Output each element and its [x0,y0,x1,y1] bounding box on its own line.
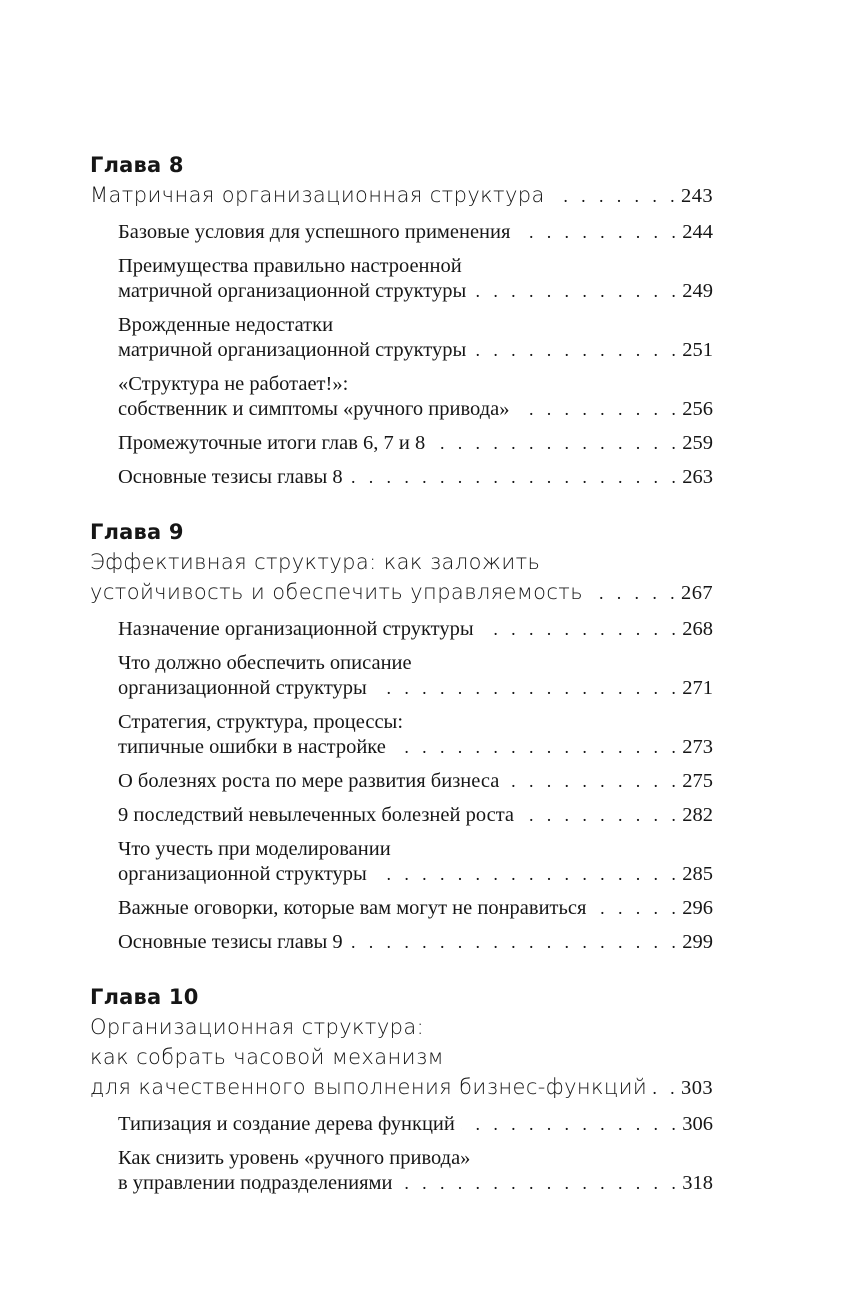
toc-entry [90,465,713,490]
entry-last-line [118,431,713,456]
entry-last-line [118,735,713,760]
chapter-label: Глава 9 [90,520,184,544]
chapter-title [90,1012,713,1103]
dot-leader [480,617,681,642]
entry-text-line: Эффективная структура: как заложить [90,550,541,574]
toc-entry [90,896,713,921]
toc-entry [90,769,713,794]
chapter-section [90,150,713,490]
entry-text-line: устойчивость и обеспечить управляемость [90,580,584,604]
dot-leader [349,465,681,490]
entry-last-line [118,279,713,304]
entry-text-line: как собрать часовой механизм [90,1045,444,1069]
dot-leader [515,397,680,422]
toc-entry [90,431,713,456]
page-number: 299 [682,931,713,953]
page-number: 303 [681,1077,713,1099]
entry-text-line: Стратегия, структура, процессы: [118,711,404,733]
page-number: 273 [682,736,713,758]
toc-entry [90,220,713,245]
dot-leader [505,769,680,794]
dot-leader [373,676,680,701]
entry-last-line [118,1112,713,1137]
chapter-title [90,547,713,608]
page-number: 251 [682,339,713,361]
entry-last-line [90,577,713,608]
table-of-contents [90,150,713,1223]
dot-leader [516,220,680,245]
page-number: 249 [682,280,713,302]
entry-text-line: Промежуточные итоги глав 6, 7 и 8 [118,432,426,454]
entry-text-line: Преимущества правильно настроенной [118,255,462,277]
dot-leader [472,338,680,363]
entry-text-line: типичные ошибки в настройке [118,736,386,758]
page-number: 244 [682,221,713,243]
dot-leader [589,578,679,608]
entry-text-line: Как снизить уровень «ручного привода» [118,1147,471,1169]
entry-last-line [118,676,713,701]
toc-entry [90,1146,713,1196]
entry-text-line: собственник и симптомы «ручного привода» [118,398,510,420]
toc-entry [90,710,713,760]
toc-entry [90,313,713,363]
entry-text-line: Матричная организационная структура [90,183,545,207]
page-number: 271 [682,677,713,699]
entry-last-line [90,180,713,211]
chapter-title [90,180,713,211]
entry-text-line: О болезнях роста по мере развития бизнеса [118,770,500,792]
dot-leader [653,1073,679,1103]
entry-text-line: организационной структуры [118,863,367,885]
entry-text-line: 9 последствий невылеченных болезней роста [118,804,515,826]
entry-last-line [118,769,713,794]
dot-leader [349,930,681,955]
dot-leader [373,862,680,887]
dot-leader [398,1171,680,1196]
dot-leader [592,896,680,921]
entry-text-line: Что должно обеспечить описание [118,652,412,674]
entry-text-line: организационной структуры [118,677,367,699]
dot-leader [431,431,680,456]
page-number: 263 [682,466,713,488]
toc-entry [90,651,713,701]
entry-last-line [118,896,713,921]
chapter-section [90,517,713,955]
entry-text-line: Типизация и создание дерева функций [118,1113,455,1135]
entry-text-line: Что учесть при моделировании [118,838,391,860]
entry-last-line [118,220,713,245]
entry-text-line: матричной организационной структуры [118,280,467,302]
page-number: 275 [682,770,713,792]
page-number: 285 [682,863,713,885]
chapter-section [90,982,713,1196]
toc-entry [90,837,713,887]
toc-entry [90,372,713,422]
chapter-label: Глава 8 [90,153,184,177]
chapter-label: Глава 10 [90,985,199,1009]
entry-text-line: Базовые условия для успешного применения [118,221,511,243]
page-number: 296 [682,897,713,919]
toc-entry [90,617,713,642]
entry-text-line: Основные тезисы главы 9 [118,931,343,953]
page-number: 256 [682,398,713,420]
dot-leader [461,1112,680,1137]
toc-entry [90,1112,713,1137]
page-number: 243 [681,185,713,207]
entry-last-line [118,338,713,363]
dot-leader [392,735,680,760]
entry-last-line [118,617,713,642]
entry-last-line [118,397,713,422]
page-number: 318 [682,1172,713,1194]
entry-last-line [118,1171,713,1196]
toc-entry [90,254,713,304]
page-number: 267 [681,582,713,604]
toc-entry [90,930,713,955]
dot-leader [551,181,679,211]
page-number: 259 [682,432,713,454]
page-number: 306 [682,1113,713,1135]
entry-last-line [118,862,713,887]
entry-text-line: в управлении подразделениями [118,1172,393,1194]
entry-last-line [118,930,713,955]
dot-leader [472,279,680,304]
entry-text-line: матричной организационной структуры [118,339,467,361]
entry-text-line: «Структура не работает!»: [118,373,349,395]
entry-text-line: Назначение организационной структуры [118,618,474,640]
entry-last-line [90,1072,713,1103]
entry-text-line: Организационная структура: [90,1015,425,1039]
entry-text-line: Врожденные недостатки [118,314,334,336]
entry-last-line [118,465,713,490]
page-number: 282 [682,804,713,826]
page-number: 268 [682,618,713,640]
entry-text-line: Основные тезисы главы 8 [118,466,343,488]
dot-leader [520,803,680,828]
toc-entry [90,803,713,828]
entry-text-line: для качественного выполнения бизнес-функций [90,1075,648,1099]
entry-text-line: Важные оговорки, которые вам могут не понравиться [118,897,587,919]
entry-last-line [118,803,713,828]
